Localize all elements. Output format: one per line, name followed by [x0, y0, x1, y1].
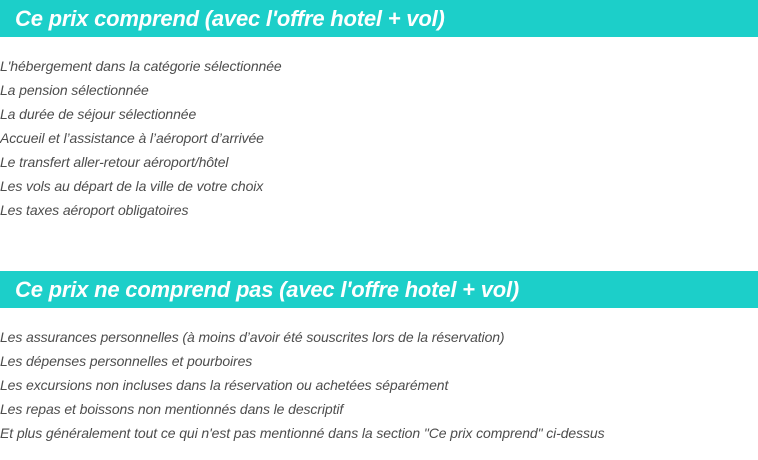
list-item: Les assurances personnelles (à moins d’avoir été souscrites lors de la réservation) [0, 329, 505, 345]
price-excludes-title: Ce prix ne comprend pas (avec l'offre hotel + vol) [15, 277, 520, 302]
list-item: Et plus généralement tout ce qui n'est pas mentionné dans la section "Ce prix comprend" ci-dessus [0, 425, 605, 441]
price-excludes-banner [0, 271, 758, 308]
price-excludes-section [0, 271, 758, 445]
price-includes-list [0, 54, 758, 222]
list-item: Les taxes aéroport obligatoires [0, 202, 189, 218]
list-item: L'hébergement dans la catégorie sélectionnée [0, 58, 282, 74]
price-includes-title: Ce prix comprend (avec l'offre hotel + vol) [15, 6, 445, 31]
list-item: Les dépenses personnelles et pourboires [0, 353, 253, 369]
list-item: La durée de séjour sélectionnée [0, 106, 197, 122]
price-includes-section [0, 0, 758, 222]
list-item: Le transfert aller-retour aéroport/hôtel [0, 154, 229, 170]
list-item: Accueil et l’assistance à l’aéroport d’arrivée [0, 130, 264, 146]
list-item: Les repas et boissons non mentionnés dans le descriptif [0, 401, 344, 417]
list-item: Les vols au départ de la ville de votre choix [0, 178, 264, 194]
price-excludes-list [0, 325, 758, 445]
price-includes-banner [0, 0, 758, 37]
list-item: La pension sélectionnée [0, 82, 149, 98]
list-item: Les excursions non incluses dans la réservation ou achetées séparément [0, 377, 449, 393]
